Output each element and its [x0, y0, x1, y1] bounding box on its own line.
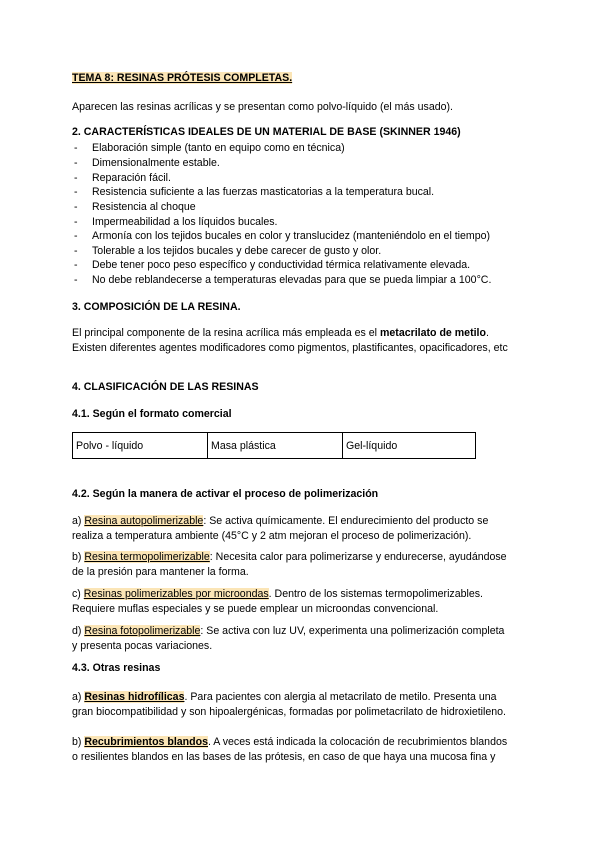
list-item: - Resistencia al choque — [74, 201, 196, 213]
table-row — [73, 433, 476, 459]
section-3-paragraph: El principal componente de la resina acrílica más empleada es el metacrilato de metilo. Existen diferentes agentes modificadores como pigmentos, plastificantes, opacificadores, etc — [72, 327, 508, 354]
list-item: - Resistencia suficiente a las fuerzas masticatorias a la temperatura bucal. — [74, 186, 435, 198]
table-cell: Gel-líquido — [343, 433, 476, 459]
section-4-heading: 4. CLASIFICACIÓN DE LAS RESINAS — [72, 381, 259, 393]
term: Recubrimientos blandos — [84, 736, 208, 748]
list-item: c) Resinas polimerizables por microondas. Dentro de los sistemas termopolimerizables. Requiere muflas especiales y se puede emplear un microondas convencional. — [72, 588, 483, 615]
list-item: b) Recubrimientos blandos. A veces está indicada la colocación de recubrimientos blandos o resilientes blandos en las bases de las prótesis, en caso de que haya una mucosa fina y — [72, 736, 508, 763]
bold-term: metacrilato de metilo — [379, 327, 486, 339]
list-item: - Dimensionalmente estable. — [74, 157, 220, 169]
section-2-heading: 2. CARACTERÍSTICAS IDEALES DE UN MATERIAL DE BASE (SKINNER 1946) — [72, 126, 461, 138]
list-item: b) Resina termopolimerizable: Necesita calor para polimerizarse y endurecerse, ayudándose de la presión para mantener la forma. — [72, 551, 507, 578]
page-title: TEMA 8: RESINAS PRÓTESIS COMPLETAS. — [72, 72, 293, 84]
list-item: - Debe tener poco peso específico y conductividad térmica relativamente elevada. — [74, 259, 471, 271]
intro-text: Aparecen las resinas acrílicas y se presentan como polvo-líquido (el más usado). — [72, 101, 453, 113]
format-table — [72, 432, 476, 459]
section-3-heading: 3. COMPOSICIÓN DE LA RESINA. — [72, 301, 241, 313]
list-item: d) Resina fotopolimerizable: Se activa con luz UV, experimenta una polimerización completa y presenta pocas variaciones. — [72, 625, 505, 652]
list-item: a) Resina autopolimerizable: Se activa químicamente. El endurecimiento del producto se realiza a temperatura ambiente (45°C y 2 atm mejoran el proceso de polimerización). — [72, 515, 489, 542]
list-item: - No debe reblandecerse a temperaturas elevadas para que se pueda limpiar a 100°C. — [74, 274, 492, 286]
table-cell: Polvo - líquido — [73, 433, 208, 459]
section-4-1-heading: 4.1. Según el formato comercial — [72, 408, 232, 420]
term: Resinas hidrofílicas — [84, 691, 185, 703]
term: Resina autopolimerizable — [84, 515, 204, 527]
term: Resinas polimerizables por microondas — [83, 588, 269, 600]
term: Resina termopolimerizable — [84, 551, 210, 563]
list-item: - Armonía con los tejidos bucales en color y translucidez (manteniéndolo en el tiempo) — [74, 230, 491, 242]
term: Resina fotopolimerizable — [84, 625, 201, 637]
table-cell: Masa plástica — [208, 433, 343, 459]
section-4-2-heading: 4.2. Según la manera de activar el proceso de polimerización — [72, 488, 379, 500]
list-item: a) Resinas hidrofílicas. Para pacientes con alergia al metacrilato de metilo. Presenta una gran biocompatibilidad y son hipoalergénicas, formadas por polimetacrilato de hidroxietileno. — [72, 691, 507, 718]
list-item: - Elaboración simple (tanto en equipo como en técnica) — [74, 142, 345, 154]
section-4-3-heading: 4.3. Otras resinas — [72, 662, 161, 674]
list-item: - Reparación fácil. — [74, 172, 171, 184]
list-item: - Tolerable a los tejidos bucales y debe carecer de gusto y olor. — [74, 245, 382, 257]
list-item: - Impermeabilidad a los líquidos bucales. — [74, 216, 278, 228]
